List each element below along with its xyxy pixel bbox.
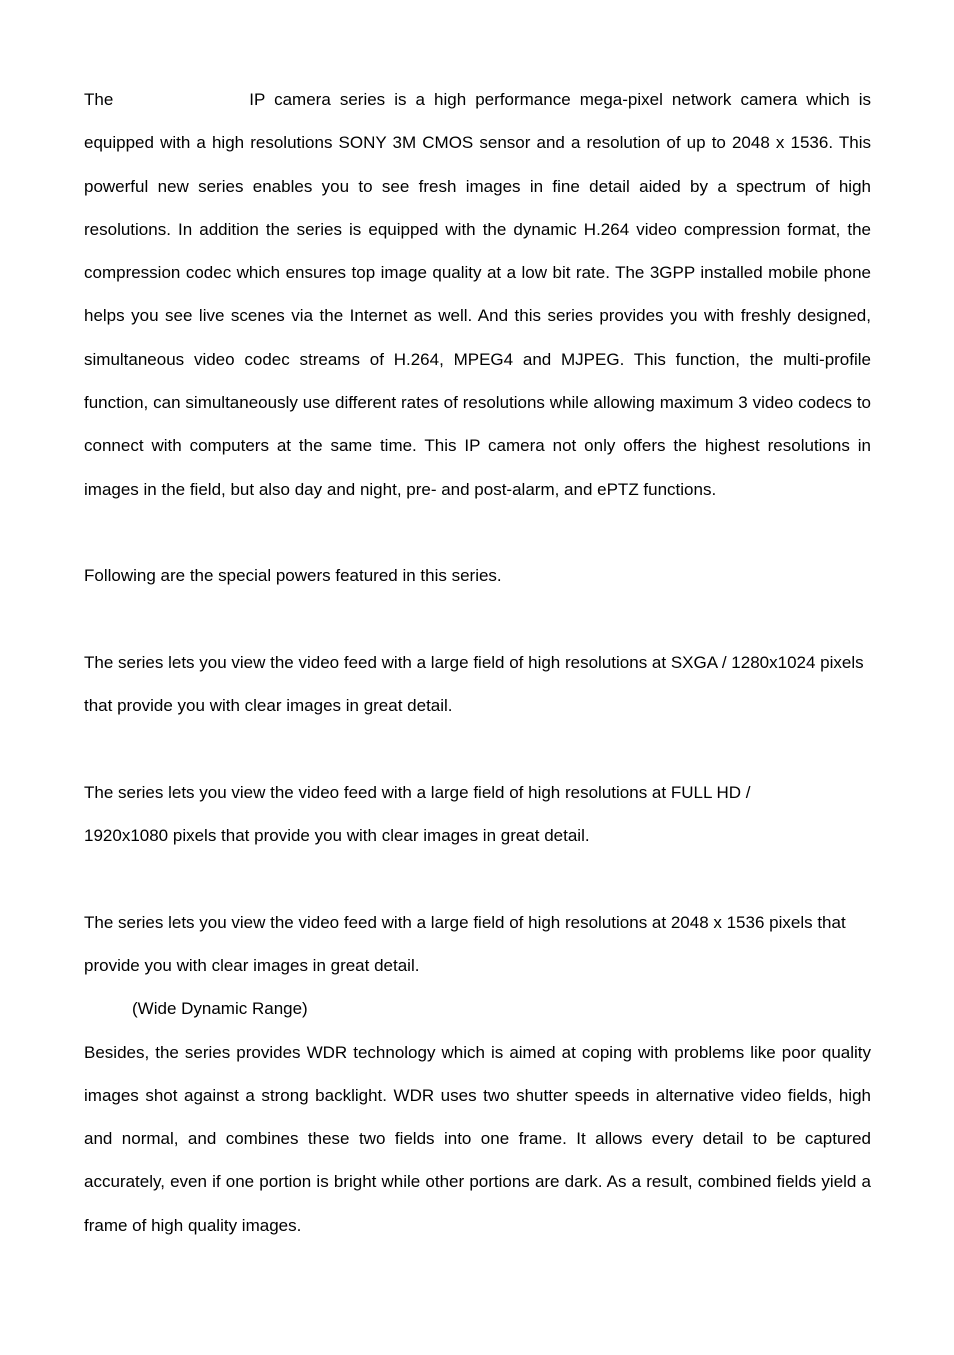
document-page (84, 78, 871, 1247)
intro-body: IP camera series is a high performance mega-pixel network camera which is equipped with a high resolutions SONY 3M CMOS sensor and a resolution of up to 2048 x 1536. This powerful new series enables you to see fresh images in fine detail aided by a spectrum of high resolutions. In addition the series is equipped with the dynamic H.264 video compression format, the compression codec which ensures top image quality at a low bit rate. The 3GPP installed mobile phone helps you see live scenes via the Internet as well. And this series provides you with freshly designed, simultaneous video codec streams of H.264, MPEG4 and MJPEG. This function, the multi-profile function, can simultaneously use different rates of resolutions while allowing maximum 3 video codecs to connect with computers at the same time. This IP camera not only offers the highest resolutions in images in the field, but also day and night, pre- and post-alarm, and ePTZ functions. (84, 90, 871, 499)
spacer (84, 857, 871, 900)
wdr-paragraph: Besides, the series provides WDR technology which is aimed at coping with problems like poor quality images shot against a strong backlight. WDR uses two shutter speeds in alternative video fields, high and normal, and combines these two fields into one frame. It allows every detail to be captured accurately, even if one portion is bright while other portions are dark. As a result, combined fields yield a frame of high quality images. (84, 1042, 871, 1235)
wdr-heading: (Wide Dynamic Range) (132, 999, 308, 1019)
intro-lead: The (84, 90, 114, 109)
sxga-paragraph: The series lets you view the video feed with a large field of high resolutions at SXGA / 1280x1024 pixels that provide you with clear images in great detail. (84, 652, 864, 716)
fullhd-paragraph: The series lets you view the video feed with a large field of high resolutions at FULL HD / 1920x1080 pixels that provide you with clear images in great detail. (84, 782, 751, 846)
features-intro: Following are the special powers featured in this series. (84, 566, 502, 586)
intro-paragraph (84, 78, 871, 511)
qxga-paragraph: The series lets you view the video feed with a large field of high resolutions at 2048 x 1536 pixels that provide you with clear images in great detail. (84, 912, 846, 975)
spacer (84, 598, 871, 641)
spacer (84, 511, 871, 554)
spacer (84, 727, 871, 770)
